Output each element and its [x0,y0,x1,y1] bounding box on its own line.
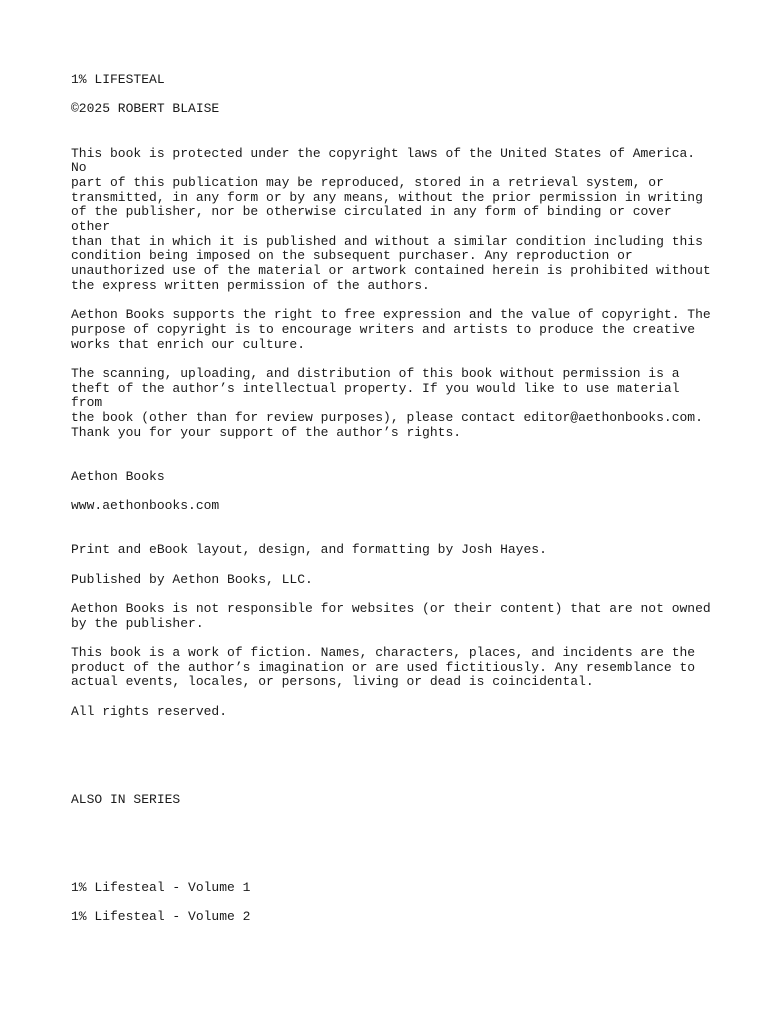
copyright-page [71,73,711,925]
legal-paragraph-expression: Aethon Books supports the right to free expression and the value of copyright. The purpose of copyright is to encourage writers and artists to produce the creative works that enrich our culture. [71,307,711,352]
publisher-website: www.aethonbooks.com [71,498,220,514]
book-title: 1% LIFESTEAL [71,72,165,87]
credit-layout: Print and eBook layout, design, and formatting by Josh Hayes. [71,542,547,558]
series-item: 1% Lifesteal - Volume 1 [71,880,251,896]
legal-paragraph-protection: This book is protected under the copyright laws of the United States of America. No part of this publication may be reproduced, stored in a retrieval system, or transmitted, in any form or by any means, without the prior permission in writing of the publisher, nor be otherwise circulated in any form of binding or cover other than that in which it is published and without a similar condition including this condition being imposed on the subsequent purchaser. Any reproduction or unauthorized use of the material or artwork contained herein is prohibited without the express written permission of the authors. [71,145,711,293]
credit-rights-reserved: All rights reserved. [71,703,228,719]
publisher-name: Aethon Books [71,468,165,484]
copyright-line: ©2025 ROBERT BLAISE [71,101,220,117]
series-item: 1% Lifesteal - Volume 2 [71,909,251,925]
credit-fiction-disclaimer: This book is a work of fiction. Names, characters, places, and incidents are the product of the author’s imagination or are used fictitiously. Any resemblance to actual events, locales, or persons, living or dead is coincidental. [71,644,696,690]
credit-websites-disclaimer: Aethon Books is not responsible for websites (or their content) that are not owned by the publisher. [71,600,711,631]
series-heading: ALSO IN SERIES [71,791,181,807]
credit-published-by: Published by Aethon Books, LLC. [71,571,313,587]
legal-paragraph-scanning: The scanning, uploading, and distribution of this book without permission is a theft of the author’s intellectual property. If you would like to use material from the book (other than for review purposes), please contact editor@aethonbooks.com. Thank you for your support of the author’s rights. [71,365,703,440]
